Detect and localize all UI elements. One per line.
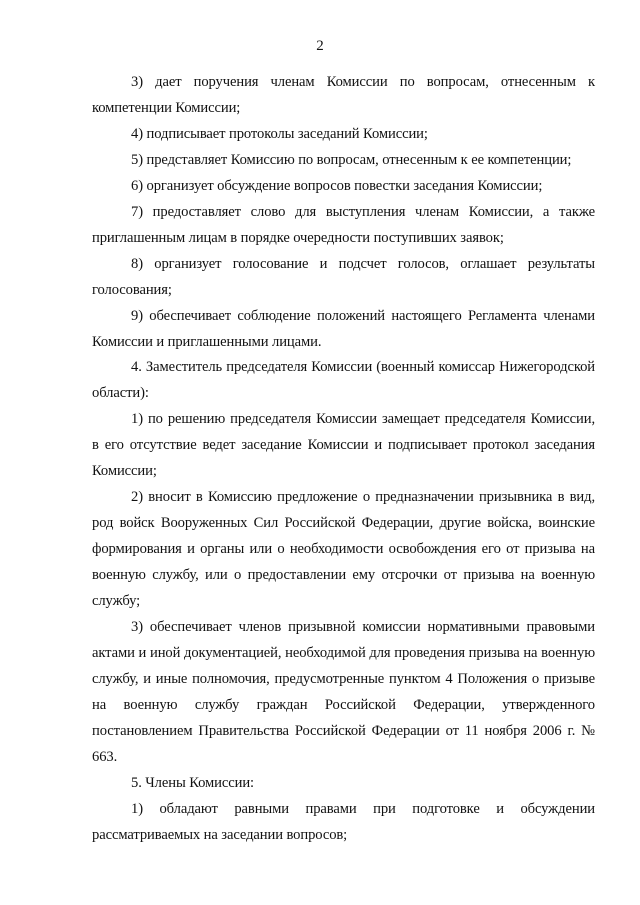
paragraph-item-3: 3) дает поручения членам Комиссии по вопросам, отнесенным к компетенции Комиссии; — [92, 74, 595, 116]
deputy-item-1: 1) по решению председателя Комиссии замещает председателя Комиссии, в его отсутствие ведет заседание Комиссии и подписывает протокол заседания Комиссии; — [92, 411, 595, 480]
paragraph-item-5: 5) представляет Комиссию по вопросам, отнесенным к ее компетенции; — [131, 151, 572, 168]
section-heading-deputy-chair: 4. Заместитель председателя Комиссии (военный комиссар Нижегородской области): — [92, 359, 595, 402]
deputy-item-3: 3) обеспечивает членов призывной комиссии нормативными правовыми актами и иной документацией, необходимой для проведения призыва на военную службу, и иные полномочия, предусмотренные пунктом 4 Положения о призыве на военную службу граждан Российской Федерации, утвержденного постановлением Правительства Российской Федерации от 11 ноября 2006 г. № 663. — [92, 619, 595, 765]
document-body — [92, 70, 595, 849]
deputy-item-2: 2) вносит в Комиссию предложение о предназначении призывника в вид, род войск Вооруженных Сил Российской Федерации, другие войска, воинские формирования и органы или о необходимости освобождения его от призыва на военную службу, или о предоставлении ему отсрочки от призыва на военную службу; — [92, 489, 595, 610]
paragraph-item-7: 7) предоставляет слово для выступления членам Комиссии, а также приглашенным лицам в порядке очередности поступивших заявок; — [92, 203, 595, 246]
members-item-1: 1) обладают равными правами при подготовке и обсуждении рассматриваемых на заседании вопросов; — [92, 800, 595, 843]
paragraph-item-4: 4) подписывает протоколы заседаний Комиссии; — [131, 125, 428, 142]
paragraph-item-9: 9) обеспечивает соблюдение положений настоящего Регламента членами Комиссии и приглашенными лицами. — [92, 307, 595, 350]
section-heading-members: 5. Члены Комиссии: — [131, 774, 255, 791]
page-number: 2 — [316, 38, 324, 54]
paragraph-item-8: 8) организует голосование и подсчет голосов, оглашает результаты голосования; — [92, 255, 595, 298]
paragraph-item-6: 6) организует обсуждение вопросов повестки заседания Комиссии; — [131, 177, 543, 194]
